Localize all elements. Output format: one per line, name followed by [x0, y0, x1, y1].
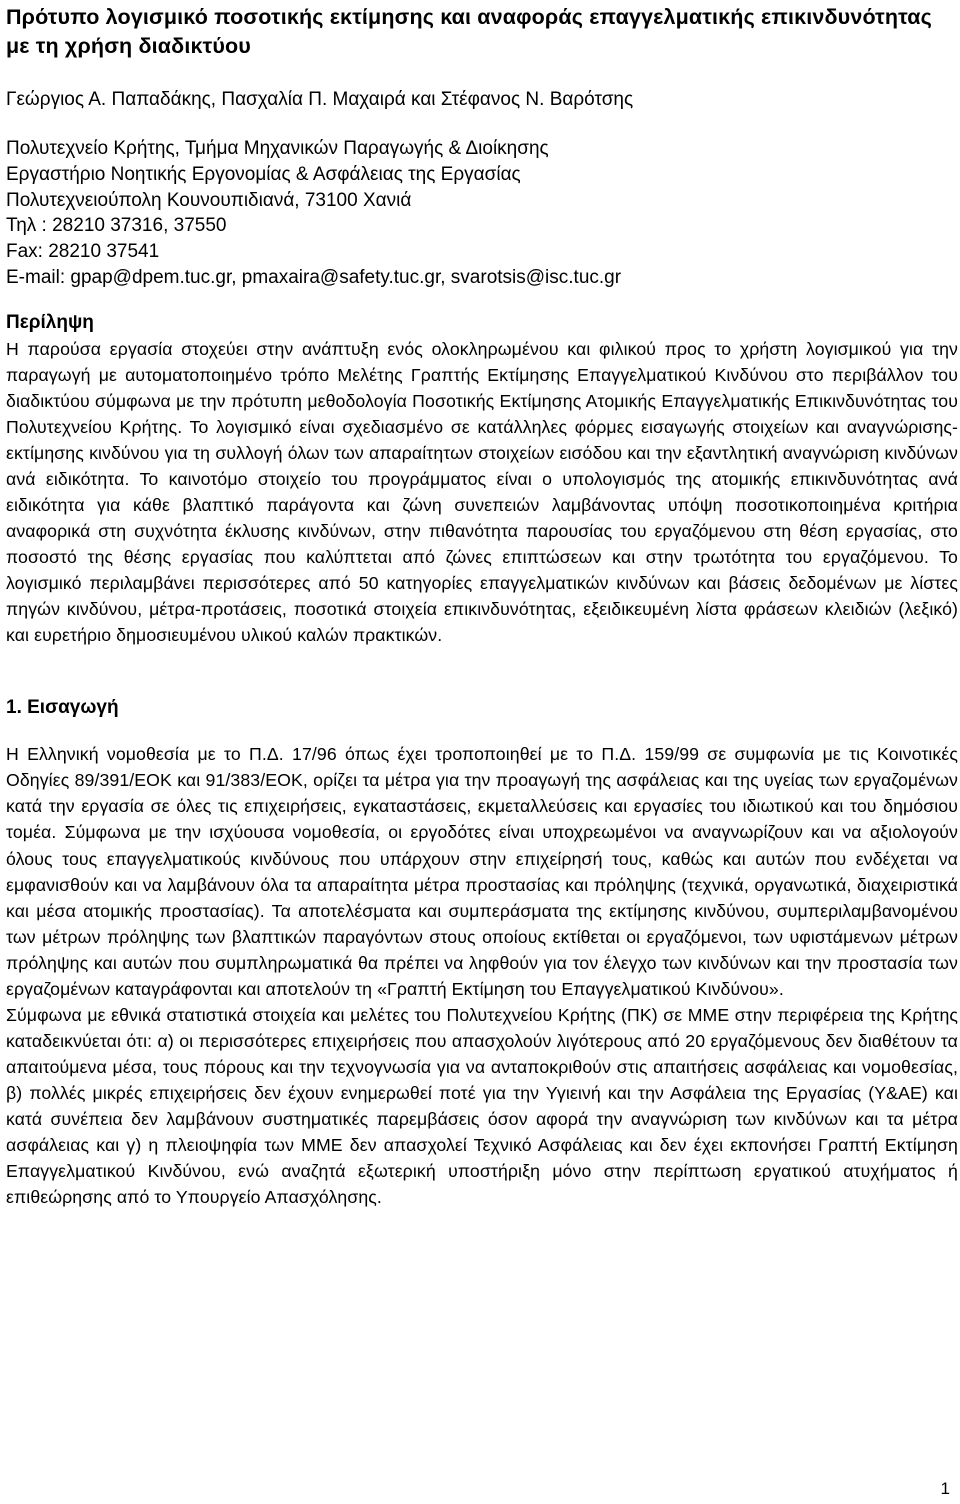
introduction-heading: 1. Εισαγωγή: [6, 697, 119, 719]
abstract-heading: Περίληψη: [6, 311, 94, 333]
paper-title: Πρότυπο λογισμικό ποσοτικής εκτίμησης και αναφοράς επαγγελματικής επικινδυνότητας με τη χρήση διαδικτύου: [6, 5, 933, 58]
affiliation-address: Πολυτεχνειούπολη Κουνουπιδιανά, 73100 Χανιά: [6, 189, 412, 211]
affiliation-laboratory: Εργαστήριο Νοητικής Εργονομίας & Ασφάλειας της Εργασίας: [6, 163, 521, 185]
affiliation-fax: Fax: 28210 37541: [6, 241, 160, 263]
affiliation-institution: Πολυτεχνείο Κρήτης, Τμήμα Μηχανικών Παραγωγής & Διοίκησης: [6, 138, 549, 159]
affiliation-email: E-mail: gpap@dpem.tuc.gr, pmaxaira@safety.tuc.gr, svarotsis@isc.tuc.gr: [6, 266, 622, 288]
introduction-paragraph-1: Η Ελληνική νομοθεσία με το Π.Δ. 17/96 όπως έχει τροποποιηθεί με το Π.Δ. 159/99 σε συμφωνία με τις Κοινοτικές Οδηγίες 89/391/ΕΟΚ και 91/383/ΕΟΚ, ορίζει τα μέτρα για την προαγωγή της ασφάλειας και της υγείας των εργαζομένων κατά την εργασία σε όλες τις επιχειρήσεις, εγκαταστάσεις, εκμεταλλεύσεις και εργασίες του ιδιωτικού και του δημόσιου τομέα. Σύμφωνα με την ισχύουσα νομοθεσία, οι εργοδότες είναι υποχρεωμένοι να αναγνωρίζουν και να αξιολογούν όλους τους επαγγελματικούς κινδύνους που υπάρχουν στην επιχείρησή τους, καθώς και αυτών που ενδέχεται να εμφανισθούν και να λαμβάνουν όλα τα απαραίτητα μέτρα προστασίας και πρόληψης (τεχνικά, οργανωτικά, διαχειριστικά και μέσα ατομικής προστασίας). Τα αποτελέσματα και συμπεράσματα της εκτίμησης κινδύνου, συμπεριλαμβανομένου των μέτρων πρόληψης των βλαπτικών παραγόντων στους οποίους εκτίθεται οι εργαζόμενοι, των υφιστάμενων μέτρων πρόληψης και αυτών που συμπληρωματικά θα πρέπει να ληφθούν για τον έλεγχο των κινδύνων και την προστασία των εργαζομένων καταγράφονται και αποτελούν τη «Γραπτή Εκτίμηση του Επαγγελματικού Κινδύνου».: [6, 744, 958, 999]
affiliation-phone: Τηλ : 28210 37316, 37550: [6, 215, 227, 237]
paper-page: [6, 0, 958, 1210]
author-affiliation: [6, 136, 958, 291]
abstract-text: Η παρούσα εργασία στοχεύει στην ανάπτυξη ενός ολοκληρωμένου και φιλικού προς το χρήστη λογισμικού για την παραγωγή με αυτοματοποιημένο τρόπο Μελέτης Γραπτής Εκτίμησης Επαγγελματικού Κινδύνου στο περιβάλλον του διαδικτύου σύμφωνα με την πρότυπη μεθοδολογία Ποσοτικής Εκτίμησης Ατομικής Επαγγελματικής Επικινδυνότητας του Πολυτεχνείου Κρήτης. Το λογισμικό είναι σχεδιασμένο σε κατάλληλες φόρμες εισαγωγής στοιχείων και αναγνώρισης-εκτίμησης κινδύνου για τη συλλογή όλων των απαραίτητων στοιχείων εισόδου και την εξαντλητική αναγνώριση κινδύνων ανά ειδικότητα. Το καινοτόμο στοιχείο του προγράμματος είναι ο υπολογισμός της ατομικής επικινδυνότητας ανά ειδικότητα για κάθε βλαπτικό παράγοντα και ζώνη συνεπειών λαμβάνοντας υπόψη ποσοτικοποιημένα κριτήρια αναφορικά στη συχνότητα έκλυσης κινδύνων, στην πιθανότητα παρουσίας του εργαζόμενου στη θέση εργασίας, στο ποσοστό της θέσης εργασίας που καλύπτεται από ζώνες επιπτώσεων και στην τρωτότητα του εργαζόμενου. Το λογισμικό περιλαμβάνει περισσότερες από 50 κατηγορίες επαγγελματικών κινδύνων και βάσεις δεδομένων με λίστες πηγών κινδύνου, μέτρα-προτάσεις, ποσοτικά στοιχεία επικινδυνότητας, εξειδικευμένη λίστα φράσεων κλειδιών (λεξικό) και ευρετήριο δημοσιευμένου υλικού καλών πρακτικών.: [6, 338, 958, 646]
introduction-paragraph-2: Σύμφωνα με εθνικά στατιστικά στοιχεία και μελέτες του Πολυτεχνείου Κρήτης (ΠΚ) σε ΜΜΕ στην περιφέρεια της Κρήτης καταδεικνύεται ότι: α) οι περισσότερες επιχειρήσεις που απασχολούν λιγότερους από 20 εργαζόμενους δεν διαθέτουν τα απαιτούμενα μέσα, τους πόρους και την τεχνογνωσία για να ανταποκριθούν στις απαιτήσεις ασφάλειας και νομοθεσίας, β) πολλές μικρές επιχειρήσεις δεν έχουν ενημερωθεί ποτέ για την Υγιεινή και την Ασφάλεια της Εργασίας (Υ&ΑΕ) και κατά συνέπεια δεν λαμβάνουν συστηματικές παρεμβάσεις όσον αφορά την αναγνώριση των κινδύνων και τα μέτρα ασφάλειας και γ) η πλειοψηφία των ΜΜΕ δεν απασχολεί Τεχνικό Ασφάλειας και δεν έχει εκπονήσει Γραπτή Εκτίμηση Επαγγελματικού Κινδύνου, ενώ αναζητά εξωτερική υποστήριξη μόνο στην περίπτωση εργατικού ατυχήματος ή επιθεώρησης από το Υπουργείο Απασχόλησης.: [6, 1004, 958, 1208]
page-number: 1: [940, 1479, 950, 1498]
paper-authors: Γεώργιος Α. Παπαδάκης, Πασχαλία Π. Μαχαιρά και Στέφανος Ν. Βαρότσης: [6, 89, 634, 110]
